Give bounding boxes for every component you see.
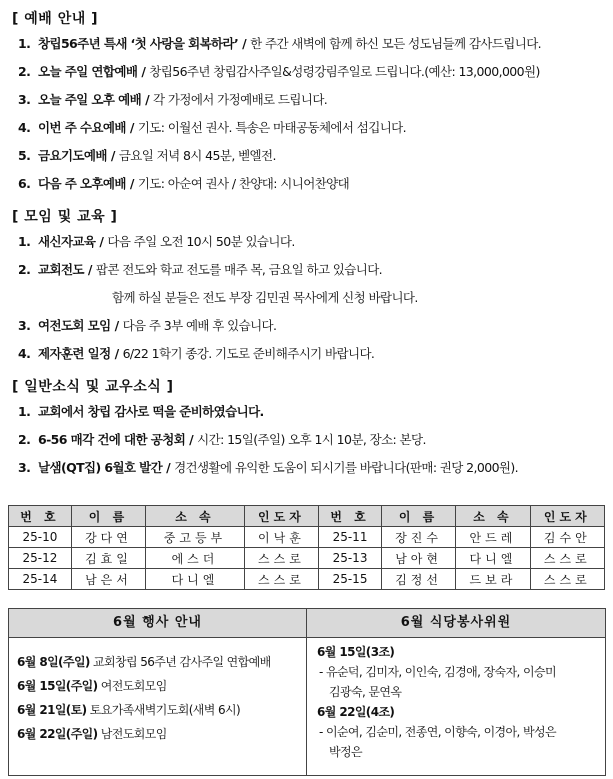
item-heading: 이번 주 수요예배 <box>38 120 126 135</box>
table-cell: 스스로 <box>530 569 604 590</box>
event-item <box>9 674 306 698</box>
event-item <box>9 722 306 746</box>
item-text: 기도: 아순여 권사 / 찬양대: 시니어찬양대 <box>137 176 350 191</box>
table-row <box>9 548 605 569</box>
item-heading: 교회전도 <box>38 262 84 277</box>
event-text: 토요가족새벽기도회(새벽 6시) <box>89 703 241 717</box>
meeting-item <box>12 312 607 340</box>
table-cell: 25-13 <box>319 548 382 569</box>
item-heading: 날샘(QT집) 6월호 발간 <box>38 460 163 475</box>
item-number: 1. <box>18 404 31 419</box>
table-cell: 김효일 <box>71 548 145 569</box>
item-separator: / <box>129 120 134 135</box>
item-number: 3. <box>18 92 31 107</box>
news-title: [ 일반소식 및 교우소식 ] <box>12 379 174 395</box>
worship-item <box>12 114 607 142</box>
item-number: 6. <box>18 176 31 191</box>
table-row <box>9 569 605 590</box>
meal-group-date: 6월 15일(3조) <box>317 645 395 659</box>
item-number: 4. <box>18 120 31 135</box>
table-cell: 에스더 <box>146 548 245 569</box>
item-heading: 오늘 주일 오후 예배 <box>38 92 142 107</box>
table-cell: 김정선 <box>381 569 455 590</box>
item-separator: / <box>145 92 150 107</box>
meal-group-date: 6월 22일(4조) <box>317 705 395 719</box>
meal-column <box>307 609 605 775</box>
table-cell: 강다연 <box>71 527 145 548</box>
item-heading: 제자훈련 일정 <box>38 346 111 361</box>
item-text: 한 주간 새벽에 함께 하신 모든 성도님들께 감사드립니다. <box>250 36 542 51</box>
item-text: 다음 주일 오전 10시 50분 있습니다. <box>107 234 295 249</box>
table-header-cell: 인도자 <box>530 506 604 527</box>
item-separator: / <box>99 234 104 249</box>
item-separator: / <box>114 346 119 361</box>
table-cell: 김수안 <box>530 527 604 548</box>
table-cell: 스스로 <box>530 548 604 569</box>
table-cell: 25-14 <box>9 569 72 590</box>
item-number: 3. <box>18 460 31 475</box>
meal-group-names: - 유순덕, 김미자, 이인숙, 김경애, 장숙자, 이승미 <box>319 665 556 679</box>
item-text: 경건생활에 유익한 도움이 되시기를 바랍니다(판매: 권당 2,000원). <box>174 460 519 475</box>
table-header-cell: 소 속 <box>146 506 245 527</box>
item-heading: 교회에서 창립 감사로 떡을 준비하였습니다. <box>38 404 264 419</box>
table-header-cell: 인도자 <box>244 506 318 527</box>
item-heading: 오늘 주일 연합예배 <box>38 64 138 79</box>
event-text: 여전도회모임 <box>100 679 167 693</box>
item-text: 창립56주년 창립감사주일&성령강림주일로 드립니다.(예산: 13,000,000원) <box>149 64 540 79</box>
table-header-cell: 이 름 <box>71 506 145 527</box>
event-date: 6월 22일(주일) <box>17 727 98 741</box>
item-heading: 여전도회 모임 <box>38 318 111 333</box>
event-date: 6월 21일(토) <box>17 703 87 717</box>
meeting-title: [ 모임 및 교육 ] <box>12 209 118 225</box>
item-text: 다음 주 3부 예배 후 있습니다. <box>122 318 277 333</box>
item-number: 2. <box>18 64 31 79</box>
events-column <box>9 609 307 775</box>
event-text: 교회창립 56주년 감사주일 연합예배 <box>93 655 271 669</box>
item-heading: 금요기도예배 <box>38 148 107 163</box>
item-number: 1. <box>18 36 31 51</box>
item-separator: / <box>141 64 146 79</box>
meeting-section <box>12 206 607 368</box>
item-text: 각 가정에서 가정예배로 드립니다. <box>153 92 328 107</box>
meeting-item <box>12 228 607 256</box>
events-title: 6월 행사 안내 <box>9 609 306 638</box>
item-number: 2. <box>18 262 31 277</box>
item-text: 팝콘 전도와 학교 전도를 매주 목, 금요일 하고 있습니다. <box>95 262 383 277</box>
item-text: 6/22 1학기 종강. 기도로 준비해주시기 바랍니다. <box>122 346 375 361</box>
item-text: 금요일 저녁 8시 45분, 벧엘전. <box>118 148 276 163</box>
item-number: 5. <box>18 148 31 163</box>
news-item <box>12 454 607 482</box>
event-date: 6월 15일(주일) <box>17 679 98 693</box>
worship-item <box>12 170 607 198</box>
new-members-table <box>8 505 605 590</box>
meal-group-names-cont: 김광숙, 문연옥 <box>329 685 402 699</box>
table-cell: 25-10 <box>9 527 72 548</box>
worship-item <box>12 142 607 170</box>
june-info-box <box>8 608 606 776</box>
item-number: 4. <box>18 346 31 361</box>
item-text: 시간: 15일(주일) 오후 1시 10분, 장소: 본당. <box>197 432 426 447</box>
meeting-item <box>12 340 607 368</box>
item-separator: / <box>129 176 134 191</box>
worship-item <box>12 86 607 114</box>
table-header-cell: 번 호 <box>319 506 382 527</box>
event-text: 남전도회모임 <box>100 727 167 741</box>
worship-section <box>12 8 607 198</box>
item-heading: 6-56 매각 건에 대한 공청회 <box>38 432 186 447</box>
item-heading: 새신자교육 <box>38 234 96 249</box>
item-heading: 창립56주년 특새 ‘첫 사랑을 회복하라’ <box>38 36 239 51</box>
table-cell: 이낙훈 <box>244 527 318 548</box>
meal-title: 6월 식당봉사위원 <box>307 609 605 638</box>
item-separator: / <box>87 262 92 277</box>
table-cell: 안드레 <box>456 527 530 548</box>
meeting-item-continuation: 함께 하실 분들은 전도 부장 김민권 목사에게 신청 바랍니다. <box>112 290 418 305</box>
event-item <box>9 698 306 722</box>
table-cell: 25-11 <box>319 527 382 548</box>
item-separator: / <box>189 432 194 447</box>
news-item <box>12 398 607 426</box>
meal-group-names-cont: 박정은 <box>329 745 362 759</box>
table-cell: 중고등부 <box>146 527 245 548</box>
item-number: 3. <box>18 318 31 333</box>
table-cell: 스스로 <box>244 548 318 569</box>
table-header-row <box>9 506 605 527</box>
news-item <box>12 426 607 454</box>
worship-title: [ 예배 안내 ] <box>12 11 99 27</box>
item-text: 기도: 이월선 권사. 특송은 마태공동체에서 섬깁니다. <box>137 120 407 135</box>
item-separator: / <box>110 148 115 163</box>
item-separator: / <box>242 36 247 51</box>
item-heading: 다음 주 오후예배 <box>38 176 126 191</box>
table-row <box>9 527 605 548</box>
event-item <box>9 650 306 674</box>
item-number: 1. <box>18 234 31 249</box>
table-cell: 다니엘 <box>456 548 530 569</box>
table-cell: 남은서 <box>71 569 145 590</box>
table-cell: 25-12 <box>9 548 72 569</box>
table-cell: 다니엘 <box>146 569 245 590</box>
table-cell: 남아현 <box>381 548 455 569</box>
table-cell: 장진수 <box>381 527 455 548</box>
worship-item <box>12 30 607 58</box>
table-cell: 25-15 <box>319 569 382 590</box>
table-header-cell: 번 호 <box>9 506 72 527</box>
item-separator: / <box>114 318 119 333</box>
event-date: 6월 8일(주일) <box>17 655 90 669</box>
meal-group-names: - 이순여, 김순미, 전종연, 이향숙, 이경아, 박성은 <box>319 725 556 739</box>
table-header-cell: 소 속 <box>456 506 530 527</box>
meeting-item <box>12 256 607 284</box>
table-cell: 드보라 <box>456 569 530 590</box>
news-section <box>12 376 607 482</box>
worship-item <box>12 58 607 86</box>
table-header-cell: 이 름 <box>381 506 455 527</box>
item-separator: / <box>166 460 171 475</box>
table-cell: 스스로 <box>244 569 318 590</box>
item-number: 2. <box>18 432 31 447</box>
